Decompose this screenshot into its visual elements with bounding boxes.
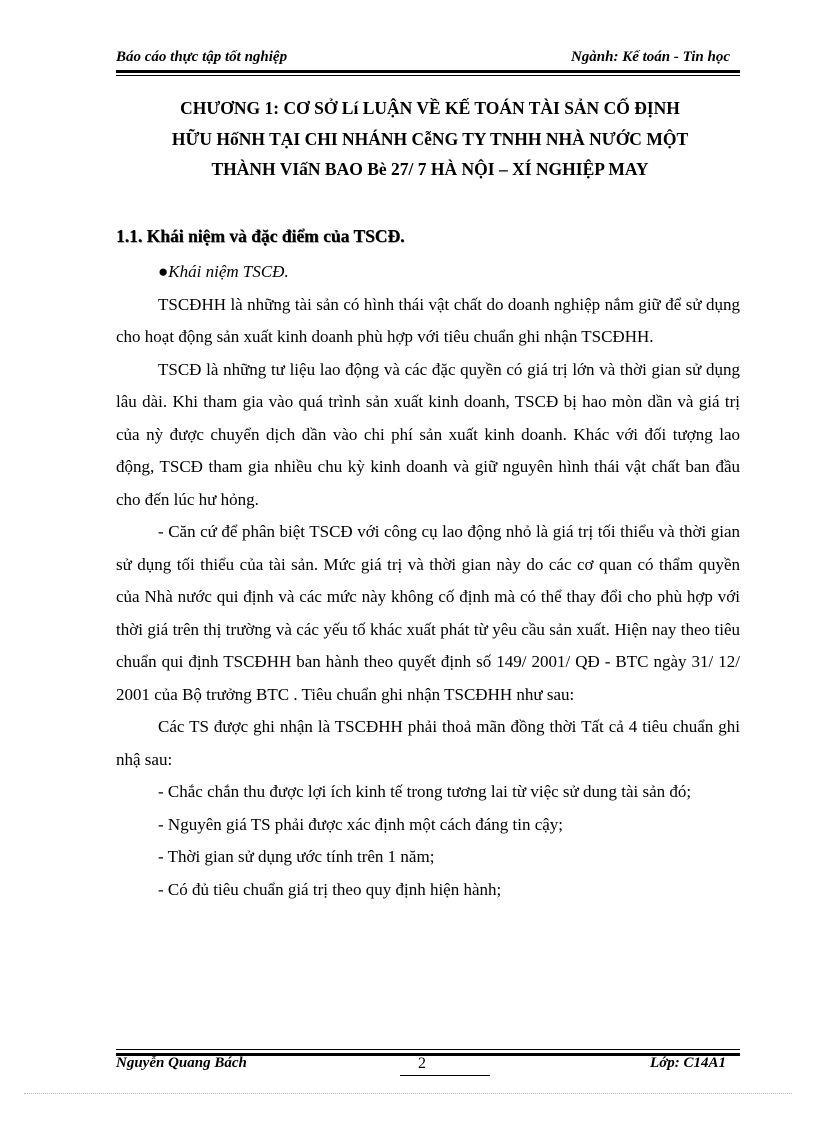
paragraph-2: TSCĐ là những tư liệu lao động và các đặc quyền có giá trị lớn và thời gian sử dụng lâu dài. Khi tham gia vào quá trình sản xuất kinh doanh, TSCĐ bị hao mòn dần và giá trị của nỳ được chuyển dịch dần vào chi phí sản xuất kinh doanh. Khác với đối tượng lao động, TSCĐ tham gia nhiều chu kỳ kinh doanh và giữ nguyên hình thái vật chất ban đầu cho đến lúc hư hỏng. xyxy=(116,359,740,509)
footer-author: Nguyễn Quang Bách xyxy=(116,1055,247,1071)
paragraph-1: TSCĐHH là những tài sản có hình thái vật chất do doanh nghiệp nắm giữ để sử dụng cho hoạt động sản xuất kinh doanh phù hợp với tiêu chuẩn ghi nhận TSCĐHH. xyxy=(116,294,740,346)
header-major: Ngành: Kế toán - Tin học xyxy=(570,49,730,65)
chapter-title-line-1: CHƯƠNG 1: CƠ SỞ Lí LUẬN VỀ KẾ TOÁN TÀI SẢN CỐ ĐỊNH xyxy=(180,98,680,118)
section-heading: 1.1. Khái niệm và đặc điểm của TSCĐ. xyxy=(116,226,405,246)
page-footer xyxy=(116,1054,740,1074)
bullet-text: Khái niệm TSCĐ. xyxy=(168,262,289,281)
header-rule-thick xyxy=(116,70,740,73)
paragraph-8: - Có đủ tiêu chuẩn giá trị theo quy định hiện hành; xyxy=(158,879,502,899)
paragraph-4: Các TS được ghi nhận là TSCĐHH phải thoả mãn đồng thời Tất cả 4 tiêu chuẩn ghi nhậ sau: xyxy=(116,717,740,769)
paragraph-6: - Nguyên giá TS phải được xác định một cách đáng tin cậy; xyxy=(158,814,564,834)
paragraph-5: - Chắc chắn thu được lợi ích kinh tế trong tương lai từ việc sử dung tài sản đó; xyxy=(158,782,692,801)
chapter-title-line-2: HỮU HốNH TẠI CHI NHÁNH CễNG TY TNHH NHÀ NƯỚC MỘT xyxy=(171,128,689,149)
header-rule-thin xyxy=(116,75,740,76)
footer-class: Lớp: C14A1 xyxy=(650,1055,726,1071)
footer-underline xyxy=(400,1075,490,1076)
footer-rule-thin xyxy=(116,1049,740,1050)
page-break-dotted-line xyxy=(24,1093,792,1094)
chapter-title xyxy=(110,93,750,185)
page-number: 2 xyxy=(418,1055,426,1072)
header-report-title: Báo cáo thực tập tốt nghiệp xyxy=(116,49,288,65)
paragraph-7: - Thời gian sử dụng ước tính trên 1 năm; xyxy=(158,847,435,866)
body-text xyxy=(116,256,740,906)
chapter-title-line-3: THÀNH VIấN BAO Bè 27/ 7 HÀ NỘI – XÍ NGHIỆP MAY xyxy=(211,159,649,179)
page-header xyxy=(116,47,740,69)
bullet-dot-icon: ● xyxy=(158,262,169,281)
paragraph-3: - Căn cứ để phân biệt TSCĐ với công cụ lao động nhỏ là giá trị tối thiểu và thời gian sử dụng tối thiểu của tài sản. Mức giá trị và thời gian này do các cơ quan có thẩm quyền của Nhà nước qui định và các mức này không cố định mà có thể thay đổi cho phù hợp với thời giá trên thị trường và các yếu tố khác xuất phát từ yêu cầu sản xuất. Hiện nay theo tiêu chuẩn qui định TSCĐHH ban hành theo quyết định số 149/ 2001/ QĐ - BTC ngày 31/ 12/ 2001 của Bộ trưởng BTC . Tiêu chuẩn ghi nhận TSCĐHH như sau: xyxy=(116,522,740,704)
bullet-item xyxy=(116,256,740,289)
